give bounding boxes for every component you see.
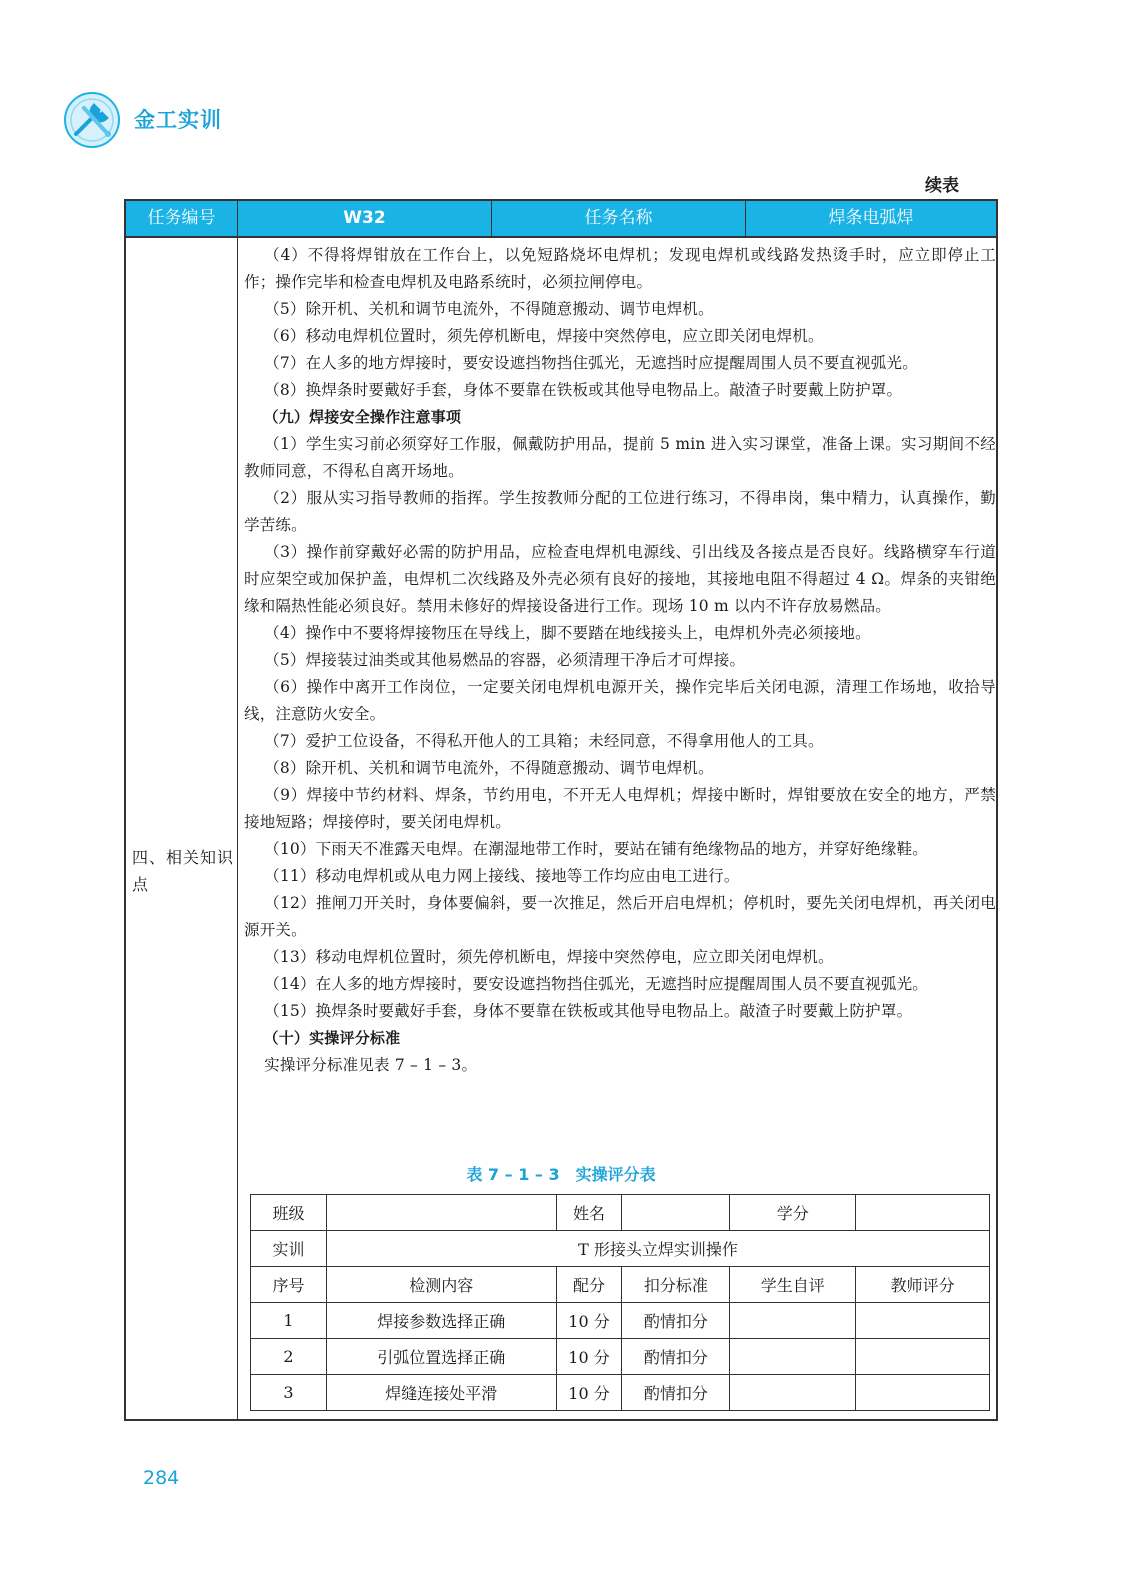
paragraph: （12）推闸刀开关时，身体要偏斜，要一次推足，然后开启电焊机；停机时，要先关闭电焊机，再关闭电源开关。 <box>244 894 996 939</box>
wrench-screwdriver-logo-icon <box>62 90 122 150</box>
paragraph: （15）换焊条时要戴好手套，身体不要靠在铁板或其他导电物品上。敲渣子时要戴上防护罩。 <box>264 1002 913 1020</box>
paragraph: （5）焊接装过油类或其他易燃品的容器，必须清理干净后才可焊接。 <box>264 651 746 669</box>
score-table <box>250 1194 990 1411</box>
paragraph: 实操评分标准见表 7 – 1 – 3。 <box>264 1056 478 1074</box>
row-content: 引弧位置选择正确 <box>326 1339 556 1375</box>
paragraph: （3）操作前穿戴好必需的防护用品，应检查电焊机电源线、引出线及各接点是否良好。线路横穿车行道时应架空或加保护盖，电焊机二次线路及外壳必须有良好的接地，其接地电阻不得超过 4 Ω。焊条的夹钳绝缘和隔热性能必须良好。禁用未修好的焊接设备进行工作。现场 10 m 以内不许存放易燃品。 <box>244 543 996 615</box>
task-table <box>124 199 998 1421</box>
table-caption: 表 7 – 1 – 3 实操评分表 <box>466 1165 656 1184</box>
section-heading: （九）焊接安全操作注意事项 <box>263 408 462 426</box>
credit-value <box>856 1195 990 1231</box>
paragraph: （2）服从实习指导教师的指挥。学生按教师分配的工位进行练习，不得串岗，集中精力，认真操作，勤学苦练。 <box>244 489 996 534</box>
class-label: 班级 <box>251 1195 327 1231</box>
task-name-value: 焊条电弧焊 <box>828 208 914 228</box>
row-self-eval <box>730 1375 856 1411</box>
paragraph: （7）在人多的地方焊接时，要安设遮挡物挡住弧光，无遮挡时应提醒周围人员不要直视弧光。 <box>264 354 918 372</box>
task-name-label: 任务名称 <box>492 201 746 236</box>
row-deduct: 酌情扣分 <box>622 1339 730 1375</box>
paragraph: （6）移动电焊机位置时，须先停机断电，焊接中突然停电，应立即关闭电焊机。 <box>264 327 824 345</box>
paragraph: （4）不得将焊钳放在工作台上，以免短路烧坏电焊机；发现电焊机或线路发热烫手时，应立即停止工作；操作完毕和检查电焊机及电路系统时，必须拉闸停电。 <box>244 246 996 291</box>
task-no-label: 任务编号 <box>126 201 238 236</box>
table-row <box>251 1375 990 1411</box>
page-number: 284 <box>143 1467 180 1489</box>
row-content: 焊接参数选择正确 <box>326 1303 556 1339</box>
paragraph: （4）操作中不要将焊接物压在导线上，脚不要踏在地线接头上，电焊机外壳必须接地。 <box>264 624 871 642</box>
paragraph: （8）换焊条时要戴好手套，身体不要靠在铁板或其他导电物品上。敲渣子时要戴上防护罩。 <box>264 381 903 399</box>
row-teacher-eval <box>856 1303 990 1339</box>
row-self-eval <box>730 1339 856 1375</box>
row-deduct: 酌情扣分 <box>622 1375 730 1411</box>
credit-label: 学分 <box>730 1195 856 1231</box>
training-value: T 形接头立焊实训操作 <box>326 1231 989 1267</box>
row-teacher-eval <box>856 1339 990 1375</box>
table-row <box>251 1303 990 1339</box>
row-score: 10 分 <box>556 1375 622 1411</box>
knowledge-content <box>244 242 996 1079</box>
section-heading: （十）实操评分标准 <box>263 1029 401 1047</box>
paragraph: （1）学生实习前必须穿好工作服，佩戴防护用品，提前 5 min 进入实习课堂，准备上课。实习期间不经教师同意，不得私自离开场地。 <box>244 435 996 480</box>
left-column <box>126 238 238 1419</box>
continued-label: 续表 <box>925 176 959 196</box>
related-knowledge-label: 四、相关知识点 <box>132 848 235 894</box>
column-header: 检测内容 <box>326 1267 556 1303</box>
column-header: 学生自评 <box>730 1267 856 1303</box>
task-no-value: W32 <box>238 201 492 236</box>
table-row <box>251 1195 990 1231</box>
row-number: 2 <box>251 1339 327 1375</box>
row-number: 3 <box>251 1375 327 1411</box>
column-header: 扣分标准 <box>622 1267 730 1303</box>
paragraph: （5）除开机、关机和调节电流外，不得随意搬动、调节电焊机。 <box>264 300 714 318</box>
table-header-row <box>251 1267 990 1303</box>
row-deduct: 酌情扣分 <box>622 1303 730 1339</box>
task-header-row <box>126 201 996 238</box>
paragraph: （10）下雨天不准露天电焊。在潮湿地带工作时，要站在铺有绝缘物品的地方，并穿好绝缘鞋。 <box>264 840 928 858</box>
paragraph: （11）移动电焊机或从电力网上接线、接地等工作均应由电工进行。 <box>264 867 740 885</box>
row-number: 1 <box>251 1303 327 1339</box>
table-row <box>251 1231 990 1267</box>
training-label: 实训 <box>251 1231 327 1267</box>
name-value <box>622 1195 730 1231</box>
paragraph: （7）爱护工位设备，不得私开他人的工具箱；未经同意，不得拿用他人的工具。 <box>264 732 824 750</box>
row-score: 10 分 <box>556 1303 622 1339</box>
class-value <box>326 1195 556 1231</box>
table-row <box>251 1339 990 1375</box>
paragraph: （13）移动电焊机位置时，须先停机断电，焊接中突然停电，应立即关闭电焊机。 <box>264 948 834 966</box>
name-label: 姓名 <box>556 1195 622 1231</box>
paragraph: （8）除开机、关机和调节电流外，不得随意搬动、调节电焊机。 <box>264 759 714 777</box>
paragraph: （6）操作中离开工作岗位，一定要关闭电焊机电源开关，操作完毕后关闭电源，清理工作场地，收拾导线，注意防火安全。 <box>244 678 996 723</box>
column-header: 教师评分 <box>856 1267 990 1303</box>
book-title: 金工实训 <box>134 108 222 132</box>
row-teacher-eval <box>856 1375 990 1411</box>
row-score: 10 分 <box>556 1339 622 1375</box>
paragraph: （9）焊接中节约材料、焊条，节约用电，不开无人电焊机；焊接中断时，焊钳要放在安全的地方，严禁接地短路；焊接停时，要关闭电焊机。 <box>244 786 996 831</box>
row-content: 焊缝连接处平滑 <box>326 1375 556 1411</box>
row-self-eval <box>730 1303 856 1339</box>
column-header: 配分 <box>556 1267 622 1303</box>
column-header: 序号 <box>251 1267 327 1303</box>
paragraph: （14）在人多的地方焊接时，要安设遮挡物挡住弧光，无遮挡时应提醒周围人员不要直视弧光。 <box>264 975 928 993</box>
page-header <box>62 90 362 150</box>
